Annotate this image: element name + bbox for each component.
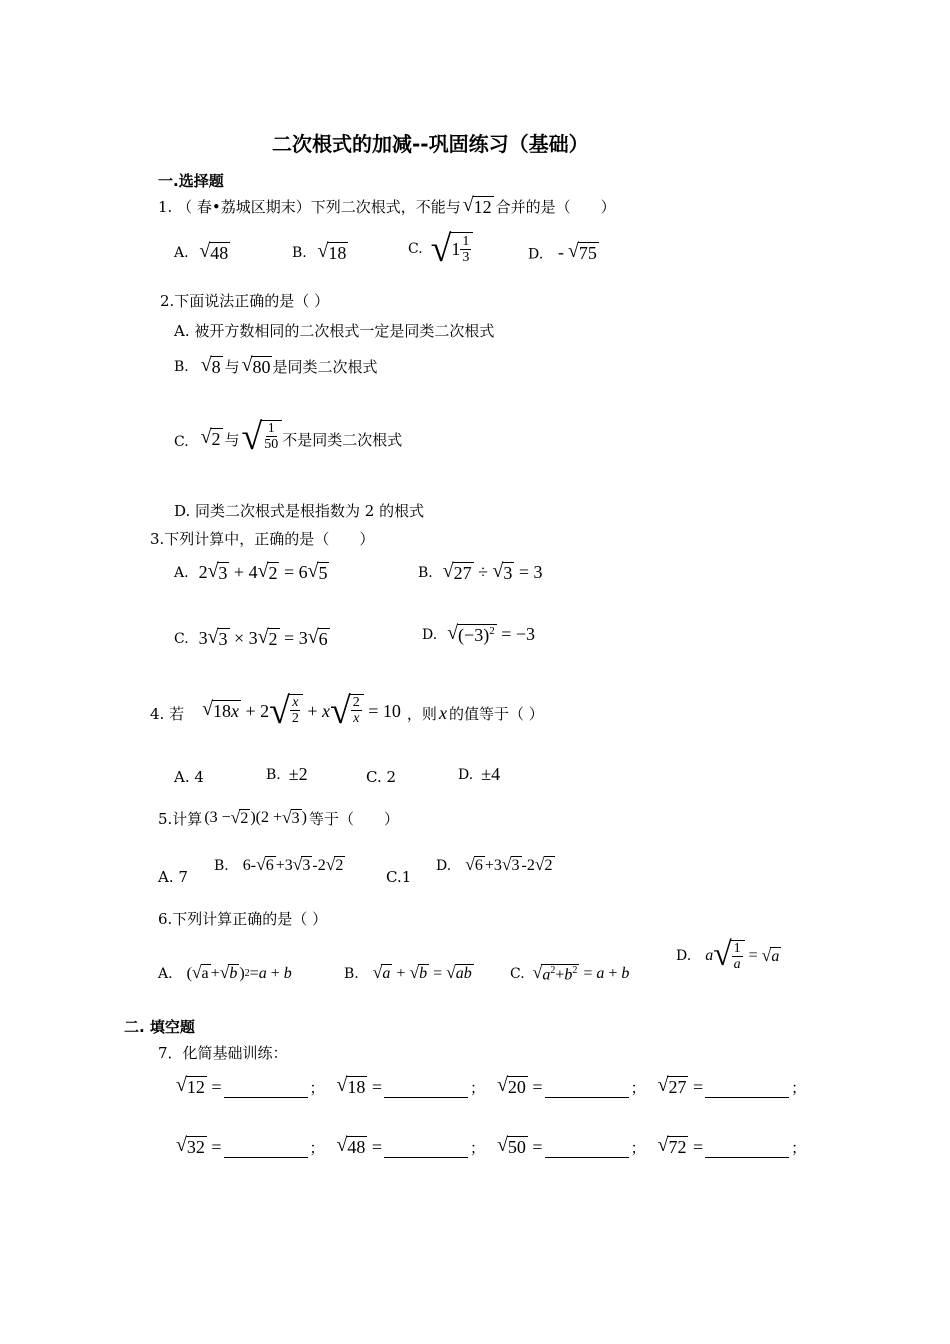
section-heading-choice: 一.选择题 [158,172,224,190]
answer-blank[interactable] [224,1141,308,1158]
answer-blank[interactable] [705,1081,789,1098]
question-1-stem: 1. （ 春•荔城区期末）下列二次根式，不能与 √ 12 合并的是（ ） [158,194,616,217]
answer-blank[interactable] [705,1141,789,1158]
section-heading-fill: 二. 填空题 [124,1018,195,1036]
q4-option-d[interactable]: D. ±4 [458,764,501,784]
q6-option-d[interactable]: D. a √ $\frac{1}{a}$ = √ a [676,936,780,973]
q7-row-2: √ 32 = ； √ 48 = ； √ 50 = ； √ 72 = ； [176,1134,807,1157]
q2-option-c[interactable]: C. √ 2 与 √ $\frac{1}{50}$ 不是同类二次根式 [174,416,403,458]
q1-option-b[interactable]: B. √ 18 [292,240,347,263]
q1-option-d[interactable]: D. - √ 75 [528,240,597,263]
answer-blank[interactable] [224,1081,308,1098]
question-2-stem: 2.下面说法正确的是（ ） [160,292,330,310]
q2-option-a[interactable]: A. 被开方数相同的二次根式一定是同类二次根式 [174,322,495,340]
question-7-stem: 7．化简基础训练： [158,1044,288,1062]
q1-option-c[interactable]: C. √ 1 $\frac{1}{3}$ [408,232,473,266]
q4-option-a[interactable]: A. 4 [174,768,204,786]
q5-option-c[interactable]: C.1 [386,868,412,886]
q1-option-a[interactable]: A. √ 48 [174,240,229,263]
q6-option-b[interactable]: B. √ a + √ b = √ ab [344,962,472,982]
q6-option-a[interactable]: A. ( √ a + √ b ) 2 = a + b [158,962,292,982]
page-title: 二次根式的加减--巩固练习（基础） [272,132,589,156]
q3-option-b[interactable]: B. √ 27 ÷ √ 3 = 3 [418,560,543,583]
q2-option-d[interactable]: D. 同类二次根式是根指数为 2 的根式 [174,502,425,520]
q4-option-b[interactable]: B. ±2 [266,764,308,784]
q2-option-b[interactable]: B. √ 8 与 √ 80 是同类二次根式 [174,354,378,377]
q6-option-c[interactable]: C. √ $a^2+b^2$ = a + b [510,962,630,984]
question-5-stem: 5.计算 (3 − √ 2 )(2 + √ 3 ) 等于（ ） [158,806,400,828]
q3-option-a[interactable]: A. 2 √ 3 + 4 √ 2 = 6 √ 5 [174,560,328,583]
q5-option-b[interactable]: B. 6- √ 6 +3 √ 3 -2 √ 2 [214,854,344,874]
q5-option-a[interactable]: A. 7 [158,868,188,886]
answer-blank[interactable] [545,1141,629,1158]
answer-blank[interactable] [384,1081,468,1098]
question-6-stem: 6.下列计算正确的是（ ） [158,910,328,928]
question-3-stem: 3.下列计算中，正确的是（ ） [150,530,375,548]
answer-blank[interactable] [545,1081,629,1098]
q3-option-c[interactable]: C. 3 √ 3 × 3 √ 2 = 3 √ 6 [174,626,328,649]
q3-option-d[interactable]: D. √ $(-3)^2$ = −3 [422,622,535,645]
question-4-stem: 4. 若 √ 18x + 2 √ $\frac{x}{2}$ + x √ $\frac{2}{x}$ = 10 ，则 x 的值等于（ ） [150,690,544,732]
q7-row-1: √ 12 = ； √ 18 = ； √ 20 = ； √ 27 = ； [176,1074,807,1097]
answer-blank[interactable] [384,1141,468,1158]
q4-option-c[interactable]: C. 2 [366,768,397,786]
q5-option-d[interactable]: D. √ 6 +3 √ 3 -2 √ 2 [436,854,553,874]
